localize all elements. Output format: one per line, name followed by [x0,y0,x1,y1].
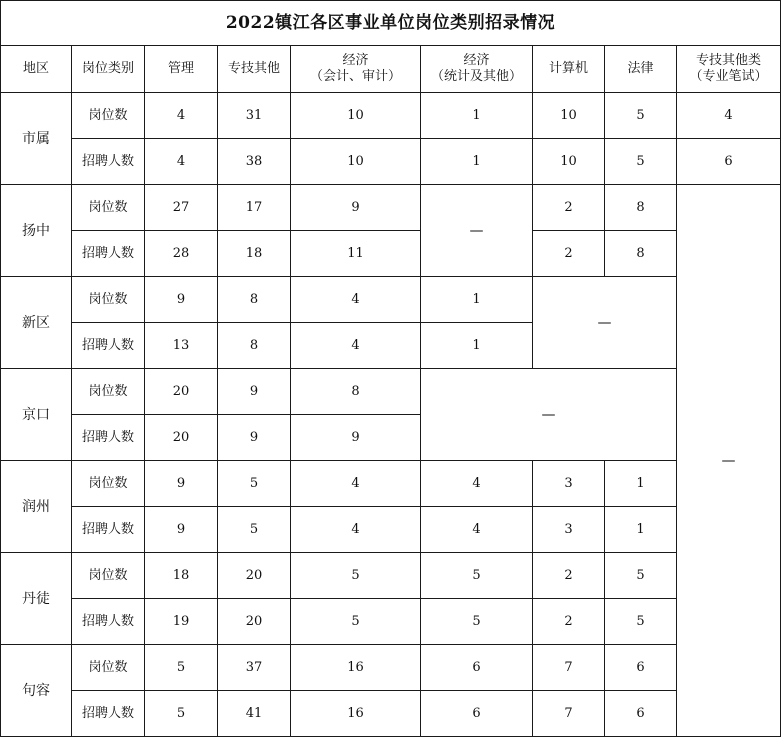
cell-management: 5 [145,691,218,737]
cell-management: 9 [145,461,218,507]
header-type: 岗位类别 [72,46,145,93]
region-name: 丹徒 [1,553,72,645]
table-row [1,231,781,277]
cell-law: 6 [605,645,677,691]
cell-econ-accounting: 4 [291,277,421,323]
cell-management: 13 [145,323,218,369]
cell-tech-other: 8 [218,323,291,369]
cell-management: 19 [145,599,218,645]
cell-econ-statistics: 1 [421,93,533,139]
cell-tech-other-category: 6 [677,139,781,185]
dash-cell: — [421,369,677,461]
header-econ-accounting-line2: （会计、审计） [309,69,401,84]
table-row [1,691,781,737]
header-econ-statistics [421,46,533,93]
header-management: 管理 [145,46,218,93]
row-label-hires: 招聘人数 [72,139,145,185]
region-name: 句容 [1,645,72,737]
cell-econ-accounting: 5 [291,599,421,645]
cell-management: 5 [145,645,218,691]
cell-management: 28 [145,231,218,277]
cell-econ-accounting: 9 [291,415,421,461]
cell-econ-accounting: 4 [291,461,421,507]
cell-tech-other: 20 [218,553,291,599]
row-label-hires: 招聘人数 [72,415,145,461]
cell-computer: 2 [533,231,605,277]
cell-management: 9 [145,507,218,553]
table-row [1,185,781,231]
region-name: 扬中 [1,185,72,277]
cell-management: 4 [145,93,218,139]
cell-tech-other: 5 [218,461,291,507]
row-label-hires: 招聘人数 [72,691,145,737]
dash-cell: — [677,185,781,737]
header-tech-other: 专技其他 [218,46,291,93]
cell-econ-accounting: 10 [291,93,421,139]
cell-tech-other: 31 [218,93,291,139]
cell-law: 5 [605,553,677,599]
cell-econ-accounting: 4 [291,323,421,369]
header-econ-statistics-line2: （统计及其他） [430,69,522,84]
region-name: 润州 [1,461,72,553]
table-row [1,461,781,507]
cell-computer: 3 [533,461,605,507]
cell-tech-other: 38 [218,139,291,185]
cell-tech-other: 37 [218,645,291,691]
row-label-posts: 岗位数 [72,553,145,599]
row-label-posts: 岗位数 [72,185,145,231]
cell-tech-other: 17 [218,185,291,231]
cell-computer: 7 [533,645,605,691]
table-row [1,553,781,599]
cell-computer: 10 [533,93,605,139]
row-label-hires: 招聘人数 [72,323,145,369]
table-row [1,277,781,323]
cell-management: 4 [145,139,218,185]
table-row [1,507,781,553]
title-row [1,1,781,46]
header-econ-statistics-line1: 经济 [463,53,490,68]
cell-law: 1 [605,461,677,507]
header-tech-other-category [677,46,781,93]
header-econ-accounting-line1: 经济 [342,53,369,68]
cell-econ-accounting: 16 [291,691,421,737]
cell-management: 9 [145,277,218,323]
cell-econ-accounting: 9 [291,185,421,231]
region-name: 京口 [1,369,72,461]
cell-econ-statistics: 1 [421,139,533,185]
cell-econ-accounting: 11 [291,231,421,277]
cell-econ-statistics: 5 [421,553,533,599]
header-law: 法律 [605,46,677,93]
cell-law: 5 [605,139,677,185]
dash-cell: — [533,277,677,369]
cell-econ-accounting: 5 [291,553,421,599]
header-region: 地区 [1,46,72,93]
cell-tech-other: 9 [218,369,291,415]
cell-law: 8 [605,185,677,231]
cell-tech-other: 18 [218,231,291,277]
cell-tech-other: 20 [218,599,291,645]
header-computer: 计算机 [533,46,605,93]
header-econ-accounting [291,46,421,93]
cell-law: 1 [605,507,677,553]
region-name: 市属 [1,93,72,185]
header-tech-other-category-line1: 专技其他类 [695,53,761,68]
cell-econ-statistics: 4 [421,461,533,507]
cell-tech-other-category: 4 [677,93,781,139]
cell-econ-statistics: 1 [421,277,533,323]
cell-management: 20 [145,369,218,415]
cell-econ-accounting: 10 [291,139,421,185]
header-row [1,46,781,93]
cell-computer: 10 [533,139,605,185]
row-label-posts: 岗位数 [72,369,145,415]
cell-law: 5 [605,93,677,139]
region-name: 新区 [1,277,72,369]
cell-tech-other: 41 [218,691,291,737]
table-row [1,599,781,645]
cell-law: 6 [605,691,677,737]
header-tech-other-category-line2: （专业笔试） [689,69,768,84]
table-row [1,139,781,185]
row-label-posts: 岗位数 [72,277,145,323]
cell-computer: 2 [533,599,605,645]
table-row [1,93,781,139]
cell-tech-other: 8 [218,277,291,323]
cell-econ-statistics: 6 [421,645,533,691]
cell-computer: 2 [533,553,605,599]
cell-econ-statistics: 4 [421,507,533,553]
table-row [1,645,781,691]
cell-econ-statistics: 6 [421,691,533,737]
row-label-posts: 岗位数 [72,461,145,507]
cell-econ-accounting: 8 [291,369,421,415]
row-label-hires: 招聘人数 [72,599,145,645]
cell-econ-accounting: 16 [291,645,421,691]
row-label-hires: 招聘人数 [72,507,145,553]
cell-management: 27 [145,185,218,231]
cell-tech-other: 9 [218,415,291,461]
cell-management: 18 [145,553,218,599]
row-label-hires: 招聘人数 [72,231,145,277]
cell-econ-statistics: 1 [421,323,533,369]
cell-econ-accounting: 4 [291,507,421,553]
row-label-posts: 岗位数 [72,645,145,691]
cell-econ-statistics: 5 [421,599,533,645]
cell-tech-other: 5 [218,507,291,553]
cell-computer: 3 [533,507,605,553]
table-row [1,369,781,415]
cell-computer: 7 [533,691,605,737]
row-label-posts: 岗位数 [72,93,145,139]
cell-computer: 2 [533,185,605,231]
cell-law: 8 [605,231,677,277]
table-title: 2022镇江各区事业单位岗位类别招录情况 [1,1,781,46]
cell-law: 5 [605,599,677,645]
dash-cell: — [421,185,533,277]
cell-management: 20 [145,415,218,461]
